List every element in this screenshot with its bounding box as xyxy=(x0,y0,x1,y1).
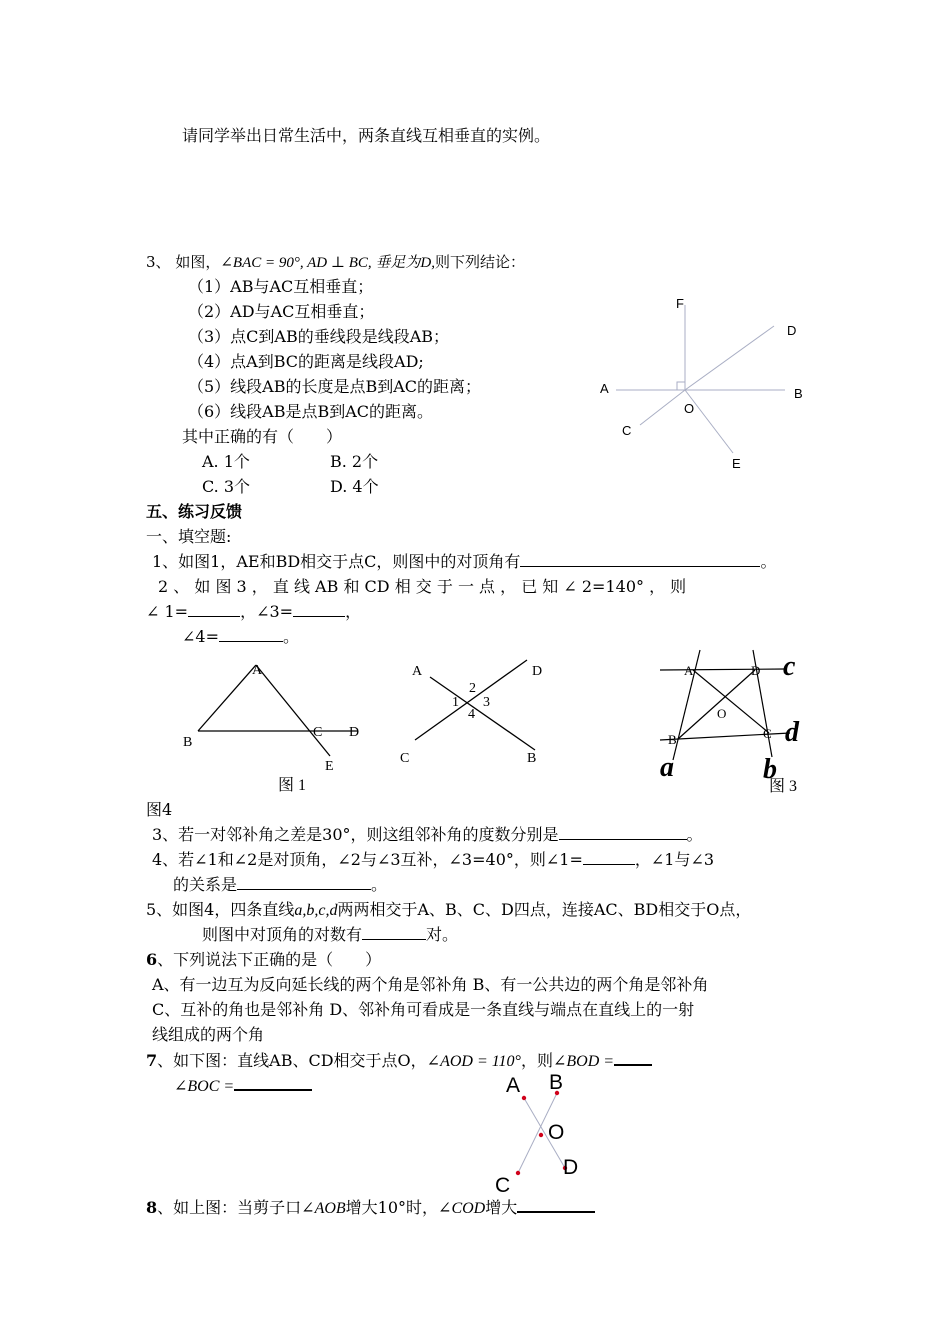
s5-q4-line2-text: 的关系是 xyxy=(173,875,238,894)
s5-q8-math: ∠AOB xyxy=(301,1200,346,1217)
section5-title: 五、练习反馈 xyxy=(146,502,243,521)
line-ab xyxy=(430,677,535,750)
s5-q4-blank2 xyxy=(237,875,371,890)
s5-q2-blank3 xyxy=(219,627,283,642)
s5-q4-blank1 xyxy=(583,850,635,865)
s5-q5-a: 5、如图4，四条直线 xyxy=(146,900,295,919)
q7-figure xyxy=(495,1065,615,1200)
s5-q2-line3-end: 。 xyxy=(283,627,300,646)
s5-q8-blank xyxy=(517,1197,595,1213)
figure-2 xyxy=(395,655,565,775)
s5-q6-line2: C、互补的角也是邻补角 D、邻补角可看成是一条直线与端点在直线上的一射 xyxy=(152,1000,695,1019)
s5-q2-b: ，∠3= xyxy=(240,602,294,621)
label-o: O xyxy=(684,401,695,416)
q3-option-d: D. 4个 xyxy=(330,477,379,496)
q3-item-1: （1）AB与AC互相垂直； xyxy=(188,277,374,296)
label-f: F xyxy=(676,296,684,311)
q3-option-a: A. 1个 xyxy=(202,452,250,471)
segment-db xyxy=(678,670,755,739)
q7-label-o: O xyxy=(548,1121,565,1144)
q7-label-d: D xyxy=(563,1156,579,1179)
s5-q5-math: a,b,c,d xyxy=(294,902,338,919)
s5-q8-a: 、如上图：当剪子口 xyxy=(157,1198,302,1217)
q3-figure xyxy=(590,290,820,480)
s5-q5-blank xyxy=(362,925,426,940)
fig1-label-b: B xyxy=(183,735,193,750)
q3-question: 其中正确的有（ ） xyxy=(182,427,343,446)
fig1-label-c: C xyxy=(313,725,323,740)
s5-q2-a: ∠ 1= xyxy=(146,602,189,621)
s5-q4-line2 xyxy=(173,875,387,895)
s5-q7-blank1 xyxy=(614,1050,652,1066)
s5-q7-num: 7 xyxy=(146,1051,158,1070)
fig2-label-b: B xyxy=(527,751,537,766)
q3-item-3: （3）点C到AB的垂线段是线段AB； xyxy=(188,327,450,346)
s5-q1-text: 1、如图1，AE和BD相交于点C，则图中的对顶角有 xyxy=(152,552,521,571)
s5-q6-text: 、下列说法下正确的是（ ） xyxy=(157,950,382,969)
right-angle-mark xyxy=(677,382,685,390)
s5-q2-line3 xyxy=(182,627,299,647)
q3-stem-suffix: 则下列结论： xyxy=(434,253,525,271)
fig1-label-a: A xyxy=(252,663,263,678)
fig3-line-d: d xyxy=(785,717,799,748)
fig1-label-d: D xyxy=(349,725,360,740)
label-a: A xyxy=(600,381,609,396)
s5-q6-num: 6 xyxy=(146,950,158,969)
s5-q4-b: ，∠1与∠3 xyxy=(634,850,715,869)
s5-q2-line1: 2 、 如 图 3 ， 直 线 AB 和 CD 相 交 于 一 点 ， 已 知 ∠ 2=140° ， 则 xyxy=(158,577,687,596)
q3-stem xyxy=(146,252,525,273)
fig2-angle-2: 2 xyxy=(469,681,476,696)
s5-q7-b: ，则 xyxy=(520,1051,553,1070)
s5-q8-b: 增大10°时， xyxy=(345,1198,439,1217)
s5-q7-blank2 xyxy=(234,1075,312,1091)
q3-option-c: C. 3个 xyxy=(202,477,251,496)
fig1-label-e: E xyxy=(325,759,334,774)
s5-q3-end: 。 xyxy=(686,825,703,844)
fig2-angle-4: 4 xyxy=(468,707,475,722)
line-od xyxy=(685,326,774,390)
q3-item-6: （6）线段AB是点B到AC的距离。 xyxy=(188,402,434,421)
point-c xyxy=(516,1171,520,1175)
s5-q1-blank xyxy=(520,552,760,567)
s5-q8-num: 8 xyxy=(146,1198,158,1217)
s5-q4-a: 4、若∠1和∠2是对顶角，∠2与∠3互补，∠3=40°，则∠1= xyxy=(152,850,583,869)
s5-q4-line2-end: 。 xyxy=(371,875,388,894)
s5-q2-blank1 xyxy=(188,602,240,617)
s5-q6-line3: 线组成的两个角 xyxy=(152,1025,265,1044)
s5-q1: 1、如图1，AE和BD相交于点C，则图中的对顶角有 。 xyxy=(152,552,777,571)
q3-number: 3、 xyxy=(146,253,171,271)
s5-q7-line2-text: ∠BOC = xyxy=(174,1078,235,1095)
s5-q7-a: 、如下图：直线AB、CD相交于点O， xyxy=(157,1051,427,1070)
q3-item-5: （5）线段AB的长度是点B到AC的距离； xyxy=(188,377,482,396)
figure-3 xyxy=(655,645,815,795)
label-d: D xyxy=(787,323,797,338)
line-c xyxy=(660,669,785,670)
s5-q5-line2-end: 对。 xyxy=(426,925,459,944)
s5-q6 xyxy=(146,950,381,970)
fig2-angle-3: 3 xyxy=(483,695,490,710)
segment-ab xyxy=(198,665,256,731)
fig3-label-b: B xyxy=(668,732,677,747)
q7-label-c: C xyxy=(495,1174,511,1197)
q3-item-4: （4）点A到BC的距离是线段AD; xyxy=(188,352,424,371)
s5-q7-math: ∠AOD = 110° xyxy=(426,1053,521,1070)
s5-q3 xyxy=(152,825,703,845)
line-cd xyxy=(415,660,527,740)
line-oc xyxy=(640,390,685,425)
s5-q2-line2 xyxy=(146,602,361,622)
segment-ac xyxy=(693,670,769,733)
intro-line: 请同学举出日常生活中，两条直线互相垂直的实例。 xyxy=(182,126,551,145)
fig3-line-a: a xyxy=(660,752,674,783)
q7-label-b: B xyxy=(549,1071,564,1094)
s5-q8-c: 增大 xyxy=(485,1198,518,1217)
s5-q5-line2 xyxy=(202,925,458,945)
fig4-caption: 图4 xyxy=(146,800,173,819)
fig3-line-b: b xyxy=(763,754,777,785)
s5-q6-line1: A、有一边互为反向延长线的两个角是邻补角 B、有一公共边的两个角是邻补角 xyxy=(152,975,709,994)
point-o xyxy=(539,1133,543,1137)
fig2-label-c: C xyxy=(400,751,410,766)
fig3-caption: 图 3 xyxy=(769,778,798,795)
fig1-caption: 图 1 xyxy=(278,777,307,794)
fig3-label-c: C xyxy=(763,726,772,741)
s5-q7-math2: ∠BOD = xyxy=(552,1053,615,1070)
section5-sub: 一、填空题: xyxy=(146,527,232,546)
fig3-label-o: O xyxy=(717,706,727,721)
label-b: B xyxy=(794,386,803,401)
segment-ae xyxy=(256,665,330,756)
fig3-label-d: D xyxy=(751,663,761,678)
fig2-label-a: A xyxy=(412,664,423,679)
label-e: E xyxy=(732,456,741,471)
q7-label-a: A xyxy=(506,1074,521,1097)
fig2-angle-1: 1 xyxy=(452,695,459,710)
s5-q5-line2-text: 则图中对顶角的对数有 xyxy=(202,925,363,944)
figure-1 xyxy=(180,660,380,794)
q3-stem-prefix: 如图， xyxy=(175,253,221,271)
label-c: C xyxy=(622,423,632,438)
q3-stem-math: ∠BAC = 90°, AD ⊥ BC, 垂足为D, xyxy=(220,255,435,271)
fig3-line-c: c xyxy=(783,651,796,682)
s5-q3-text: 3、若一对邻补角之差是30°，则这组邻补角的度数分别是 xyxy=(152,825,559,844)
s5-q5-line1 xyxy=(146,900,751,921)
s5-q8 xyxy=(146,1197,595,1219)
s5-q2-line3-text: ∠4= xyxy=(182,627,219,646)
q3-option-b: B. 2个 xyxy=(330,452,379,471)
fig3-label-a: A xyxy=(684,663,694,678)
s5-q2-blank2 xyxy=(293,602,345,617)
fig2-label-d: D xyxy=(532,664,543,679)
s5-q4-line1 xyxy=(152,850,714,870)
q3-item-2: （2）AD与AC互相垂直； xyxy=(188,302,375,321)
point-a xyxy=(522,1096,526,1100)
s5-q7-line2 xyxy=(174,1075,312,1097)
s5-q5-b: 两两相交于A、B、C、D四点，连接AC、BD相交于O点， xyxy=(337,900,752,919)
s5-q2-c: ， xyxy=(345,602,362,621)
s5-q3-blank xyxy=(559,825,687,840)
s5-q8-math2: ∠COD xyxy=(438,1200,486,1217)
line-oe xyxy=(685,390,733,453)
